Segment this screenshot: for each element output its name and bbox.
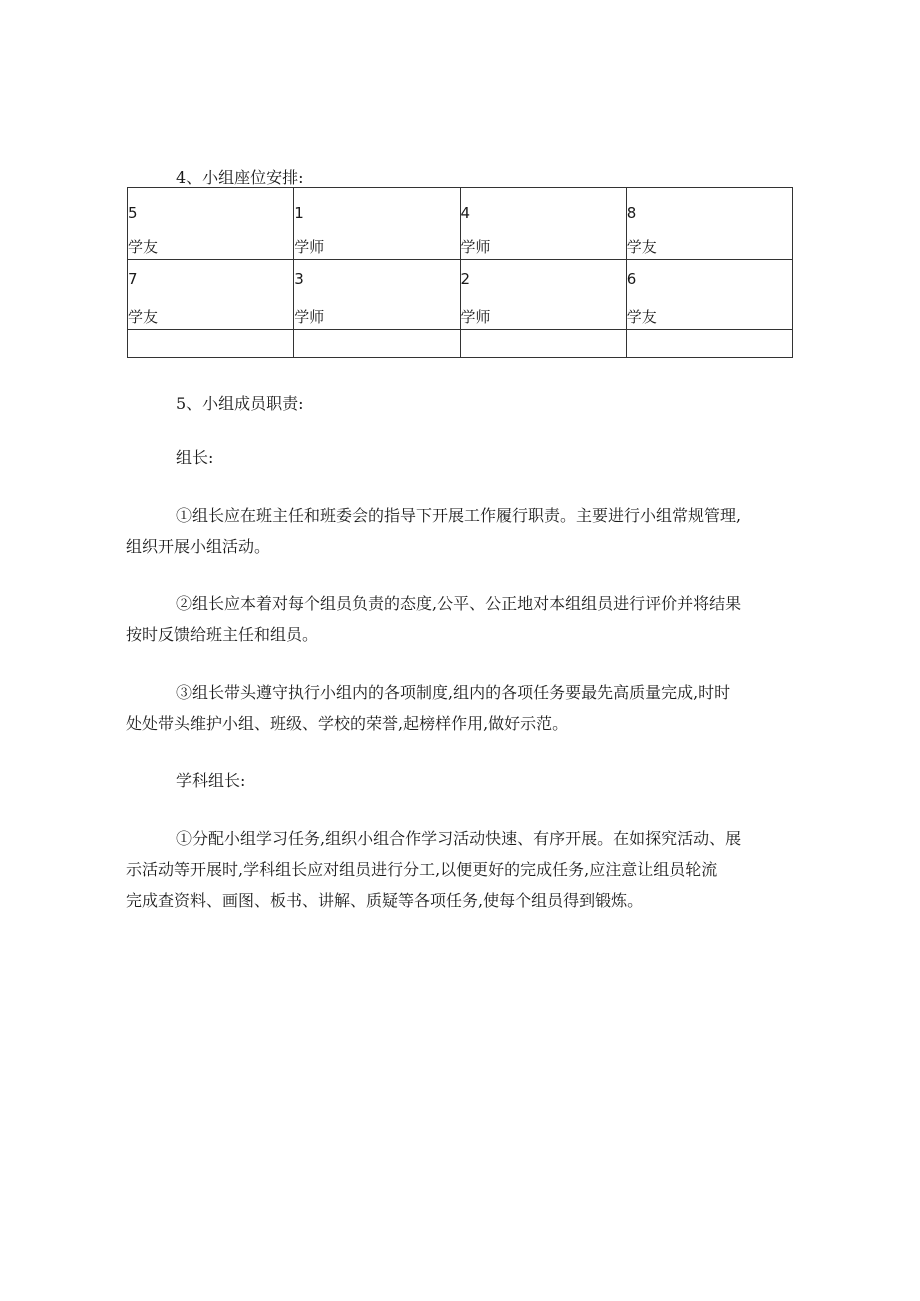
seating-table xyxy=(127,187,793,358)
empty-cell xyxy=(626,330,792,358)
empty-cell xyxy=(128,330,294,358)
leader-duty-3 xyxy=(126,677,802,739)
seat-role: 学友 xyxy=(128,238,159,256)
subject-leader-duty-1 xyxy=(126,823,802,916)
seat-cell xyxy=(294,188,460,260)
seat-cell xyxy=(626,260,792,330)
seat-number: 4 xyxy=(460,204,471,222)
seat-number: 3 xyxy=(294,270,304,288)
seat-cell xyxy=(128,260,294,330)
seat-role: 学师 xyxy=(460,238,491,256)
seat-number: 8 xyxy=(626,204,637,222)
section-4-title: 4、小组座位安排: xyxy=(176,168,304,187)
seat-number: 5 xyxy=(128,204,138,222)
seat-cell xyxy=(626,188,792,260)
paragraph-line: ①组长应在班主任和班委会的指导下开展工作履行职责。主要进行小组常规管理, xyxy=(176,506,742,525)
seat-role: 学友 xyxy=(626,308,657,326)
table-row xyxy=(128,188,793,260)
leader-title: 组长: xyxy=(176,448,214,467)
table-row-empty xyxy=(128,330,793,358)
seat-number: 2 xyxy=(460,270,471,288)
table-row xyxy=(128,260,793,330)
paragraph-line: ②组长应本着对每个组员负责的态度,公平、公正地对本组组员进行评价并将结果 xyxy=(176,594,742,613)
seat-role: 学友 xyxy=(128,308,159,326)
seat-number: 1 xyxy=(294,204,304,222)
seat-cell xyxy=(460,260,626,330)
empty-cell xyxy=(460,330,626,358)
subject-leader-title: 学科组长: xyxy=(176,771,246,790)
paragraph-line: 示活动等开展时,学科组长应对组员进行分工,以便更好的完成任务,应注意让组员轮流 xyxy=(126,860,718,879)
paragraph-line: 完成查资料、画图、板书、讲解、质疑等各项任务,使每个组员得到锻炼。 xyxy=(126,891,644,910)
seat-number: 7 xyxy=(128,270,138,288)
section-5-title: 5、小组成员职责: xyxy=(176,394,304,413)
seat-role: 学师 xyxy=(294,238,325,256)
seat-number: 6 xyxy=(626,270,637,288)
paragraph-line: 按时反馈给班主任和组员。 xyxy=(126,625,319,644)
paragraph-line: 组织开展小组活动。 xyxy=(126,537,271,556)
leader-duty-2 xyxy=(126,588,802,650)
empty-cell xyxy=(294,330,460,358)
paragraph-line: ③组长带头遵守执行小组内的各项制度,组内的各项任务要最先高质量完成,时时 xyxy=(176,683,731,702)
paragraph-line: ①分配小组学习任务,组织小组合作学习活动快速、有序开展。在如探究活动、展 xyxy=(176,829,742,848)
leader-duty-1 xyxy=(126,500,802,562)
seat-cell xyxy=(294,260,460,330)
paragraph-line: 处处带头维护小组、班级、学校的荣誉,起榜样作用,做好示范。 xyxy=(126,714,569,733)
seat-cell xyxy=(460,188,626,260)
seat-role: 学友 xyxy=(626,238,657,256)
seat-role: 学师 xyxy=(294,308,325,326)
seat-cell xyxy=(128,188,294,260)
seat-role: 学师 xyxy=(460,308,491,326)
